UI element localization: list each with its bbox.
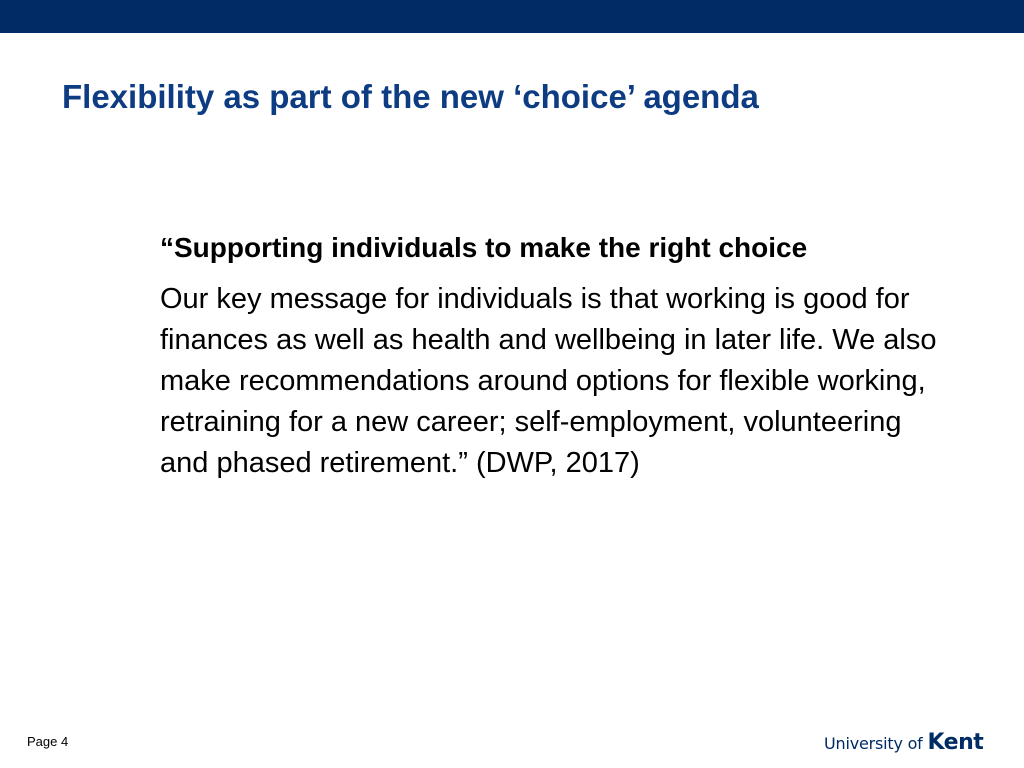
slide-title: Flexibility as part of the new ‘choice’ agenda xyxy=(62,78,759,115)
quote-body: Our key message for individuals is that working is good for finances as well as health and wellbeing in later life. We also make recommendations around options for flexible working, retraining for a new career; self-employment, volunteering and phased retirement.” (DWP, 2017) xyxy=(160,283,937,479)
header-bar xyxy=(0,0,1024,33)
logo-name: Kent xyxy=(927,730,984,755)
page-number: Page 4 xyxy=(27,734,69,749)
quote-block xyxy=(160,228,940,484)
logo-prefix: University of xyxy=(824,734,928,753)
quote-heading: “Supporting individuals to make the right choice xyxy=(160,232,808,263)
university-logo xyxy=(824,730,983,755)
